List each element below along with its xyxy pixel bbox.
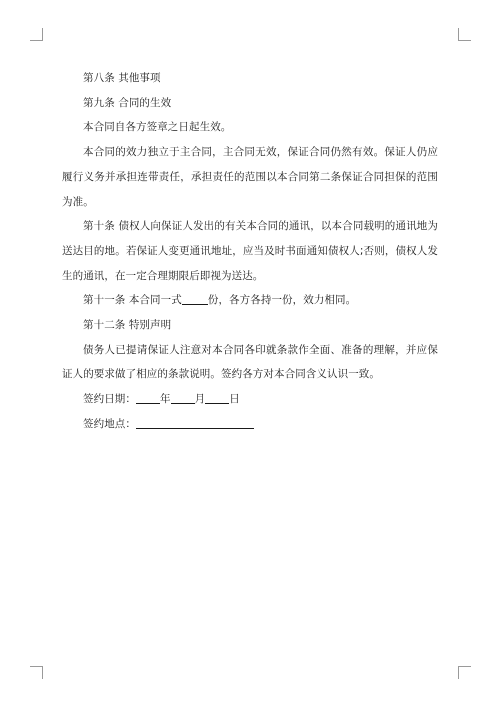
year-label: 年 (160, 393, 171, 406)
day-label: 日 (229, 393, 240, 406)
article-9-independence-clause: 本合同的效力独立于主合同，主合同无效，保证合同仍然有效。保证人仍应履行义务并承担连带责任，承担责任的范围以本合同第二条保证合同担保的范围为准。 (62, 146, 438, 208)
year-blank-field (136, 391, 160, 404)
signing-date-label: 签约日期： (83, 393, 136, 406)
article-9-effective-clause: 本合同自各方签章之日起生效。 (83, 121, 232, 134)
crop-mark-top-left (30, 28, 43, 41)
signing-place-line (62, 412, 438, 437)
contract-body (62, 66, 438, 437)
article-12-declaration: 债务人已提请保证人注意对本合同各印就条款作全面、准备的理解，并应保证人的要求做了相应的条款说明。签约各方对本合同含义认识一致。 (62, 343, 438, 381)
article-11-copies-clause (62, 288, 438, 313)
article-12-heading: 第十二条 特别声明 (83, 319, 172, 332)
place-blank-field (136, 416, 254, 429)
copies-blank-field (182, 292, 208, 305)
article-11-text-before: 第十一条 本合同一式 (83, 294, 182, 307)
article-8-heading: 第八条 其他事项 (83, 72, 161, 84)
month-blank-field (171, 391, 195, 404)
article-11-text-after: 份，各方各持一份，效力相同。 (207, 294, 357, 307)
article-10-notice-clause: 第十条 债权人向保证人发出的有关本合同的通讯，以本合同载明的通讯地为送达目的地。若保证人变更通讯地址，应当及时书面通知债权人;否则，债权人发生的通讯，在一定合理期限后即视为送达。 (62, 220, 438, 282)
day-blank-field (205, 391, 229, 404)
signing-date-line (62, 387, 438, 412)
article-9-heading: 第九条 合同的生效 (83, 96, 172, 109)
signing-place-label: 签约地点： (83, 417, 136, 430)
crop-mark-top-right (458, 28, 471, 41)
crop-mark-bottom-left (30, 666, 43, 679)
crop-mark-bottom-right (458, 666, 471, 679)
month-label: 月 (194, 393, 206, 406)
